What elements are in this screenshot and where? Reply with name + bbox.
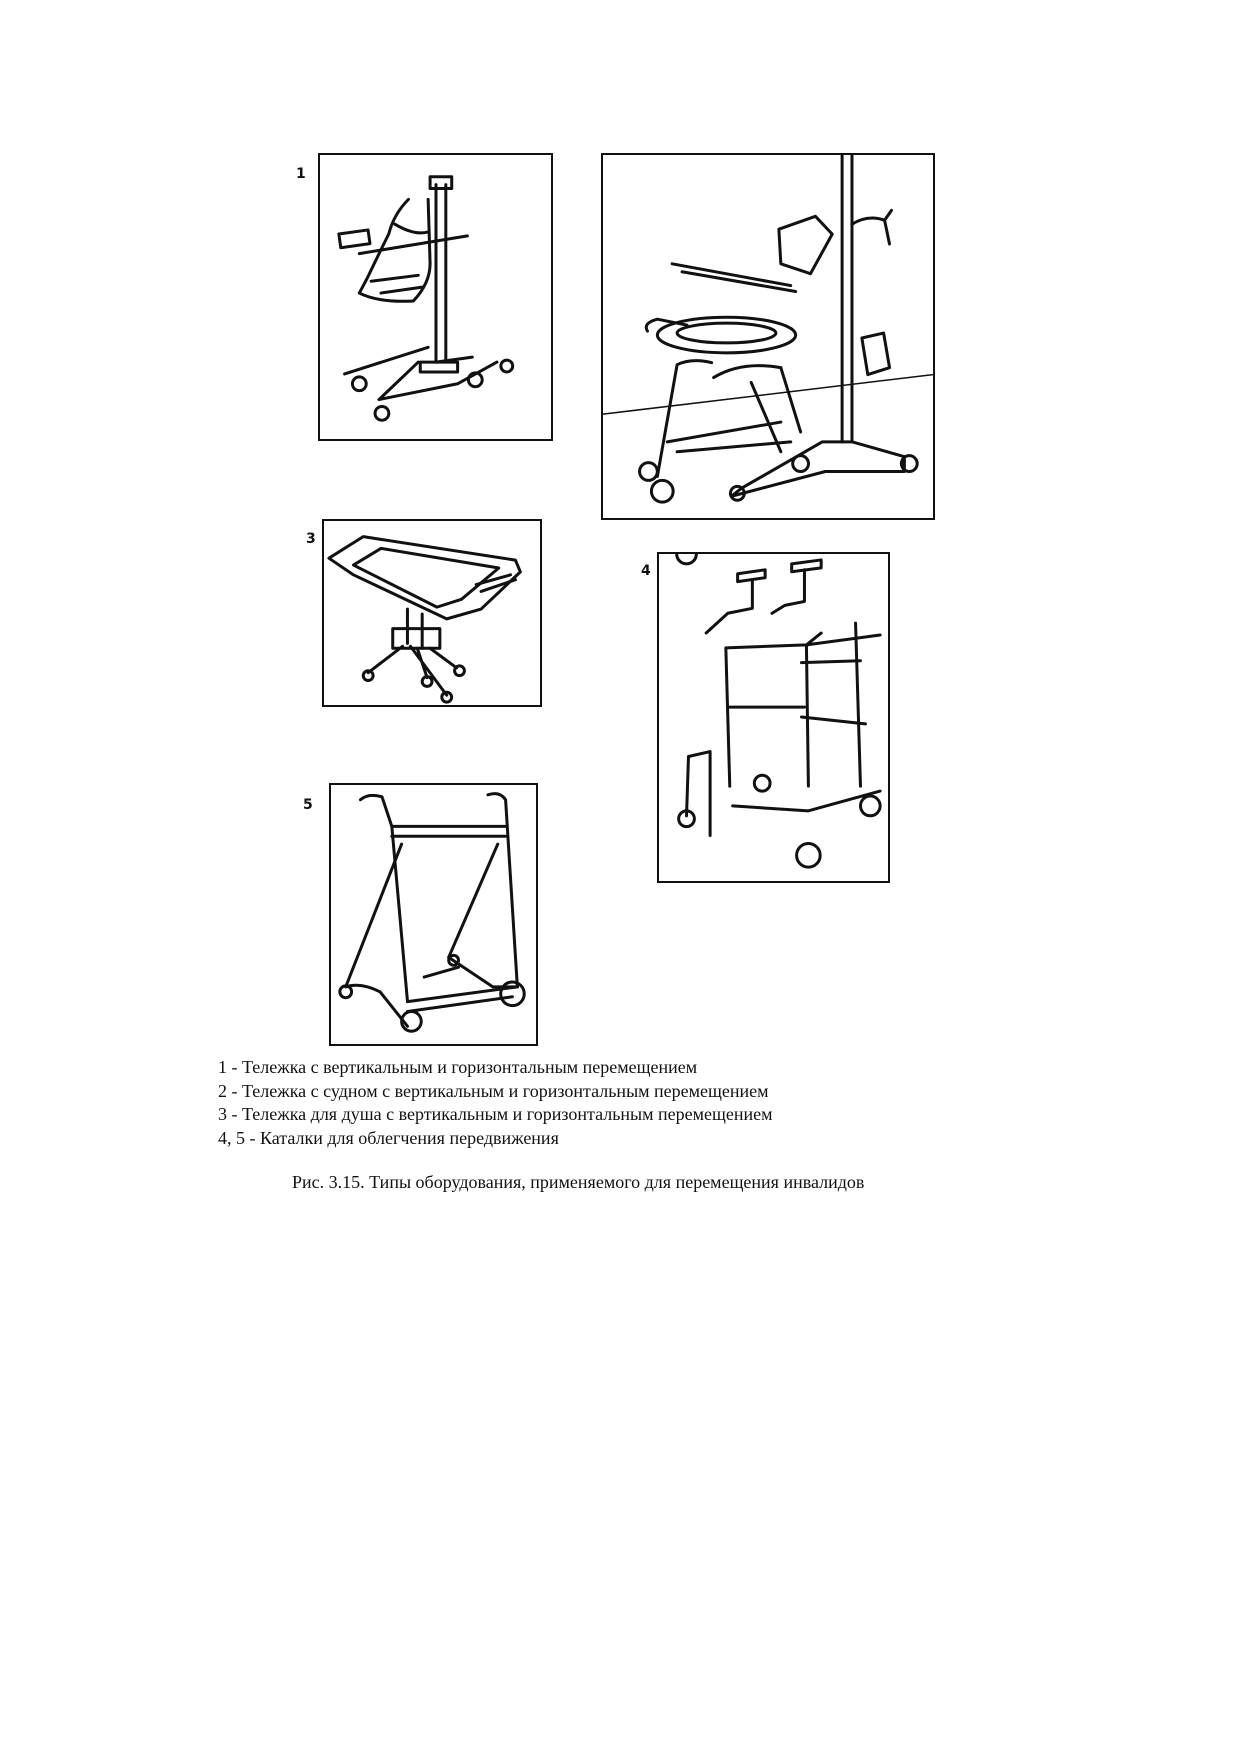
legend-item-1: 1 - Тележка с вертикальным и горизонтальным перемещением — [218, 1057, 698, 1077]
walker-with-forearm-supports-icon — [659, 554, 888, 881]
legend-item-4-5: 4, 5 - Каталки для облегчения передвижения — [218, 1127, 559, 1148]
walking-frame-icon — [331, 785, 536, 1044]
panel-2-commode-trolley — [601, 153, 935, 520]
panel-4-number: 4 — [641, 563, 651, 579]
legend-item-3: 3 - Тележка для душа с вертикальным и горизонтальным перемещением — [218, 1104, 773, 1124]
panel-4-walker — [657, 552, 890, 883]
panel-1-lift-trolley — [318, 153, 553, 441]
panel-3-number: 3 — [306, 531, 316, 547]
shower-trolley-icon — [324, 521, 540, 705]
commode-trolley-icon — [603, 155, 933, 518]
figure-legend — [218, 1056, 773, 1150]
lift-trolley-icon — [320, 155, 551, 439]
panel-1-number: 1 — [296, 166, 306, 182]
figure-caption: Рис. 3.15. Типы оборудования, применяемого для перемещения инвалидов — [292, 1172, 865, 1192]
legend-item-2: 2 - Тележка с судном с вертикальным и горизонтальным перемещением — [218, 1080, 769, 1101]
panel-5-number: 5 — [303, 797, 313, 813]
panel-5-walking-frame — [329, 783, 538, 1046]
panel-3-shower-trolley — [322, 519, 542, 707]
